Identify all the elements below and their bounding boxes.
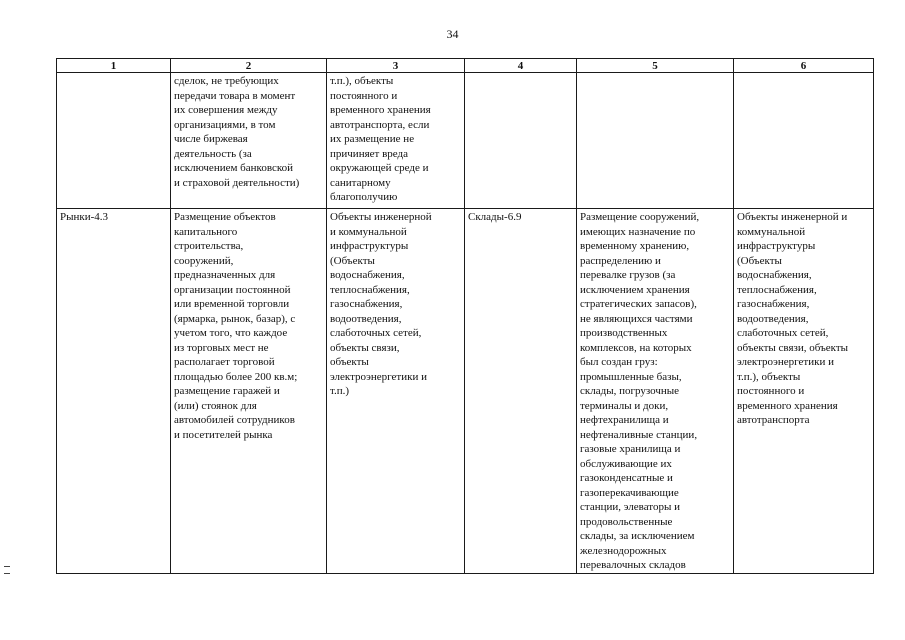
table-cell: Объекты инженерной и коммунальной инфраструктуры (Объекты водоснабжения, теплоснабжения, газоснабжения, водоотведения, слаботочных сетей, объекты связи, объекты электроэнергетики и т.п.), объекты постоянного и временного хранения автотранспорта: [734, 209, 874, 574]
column-header: 4: [465, 59, 577, 73]
scan-edge-mark: [4, 566, 10, 574]
page-number: 34: [446, 27, 459, 41]
table-cell: Объекты инженерной и коммунальной инфраструктуры (Объекты водоснабжения, теплоснабжения, газоснабжения, водоотведения, слаботочных сетей, объекты связи, объекты электроэнергетики и т.п.): [327, 209, 465, 574]
column-header: 1: [57, 59, 171, 73]
column-header: 6: [734, 59, 874, 73]
table-cell: Размещение объектов капитального строительства, сооружений, предназначенных для организации постоянной или временной торговли (ярмарка, рынок, базар), с учетом того, что каждое из торговых мест не располагает торговой площадью более 200 кв.м; размещение гаражей и (или) стоянок для автомобилей сотрудников и посетителей рынка: [171, 209, 327, 574]
table-cell: [465, 73, 577, 209]
table-cell: [577, 73, 734, 209]
table-header-row: [57, 59, 874, 73]
column-header: 3: [327, 59, 465, 73]
land-use-table: [56, 58, 874, 574]
table-cell: т.п.), объекты постоянного и временного хранения автотранспорта, если их размещение не причиняет вреда окружающей среде и санитарному благополучию: [327, 73, 465, 209]
table-cell: Рынки-4.3: [57, 209, 171, 574]
table-cell: Склады-6.9: [465, 209, 577, 574]
column-header: 5: [577, 59, 734, 73]
table-row: [57, 73, 874, 209]
table-row: [57, 209, 874, 574]
column-header: 2: [171, 59, 327, 73]
table-cell: [734, 73, 874, 209]
table-cell: [57, 73, 171, 209]
table-cell: Размещение сооружений, имеющих назначение по временному хранению, распределению и перевалке грузов (за исключением хранения стратегических запасов), не являющихся частями производственных комплексов, на которых был создан груз: промышленные базы, склады, погрузочные терминалы и доки, нефтехранилища и нефтеналивные станции, газовые хранилища и обслуживающие их газоконденсатные и газоперекачивающие станции, элеваторы и продовольственные склады, за исключением железнодорожных перевалочных складов: [577, 209, 734, 574]
table-cell: сделок, не требующих передачи товара в момент их совершения между организациями, в том числе биржевая деятельность (за исключением банковской и страховой деятельности): [171, 73, 327, 209]
